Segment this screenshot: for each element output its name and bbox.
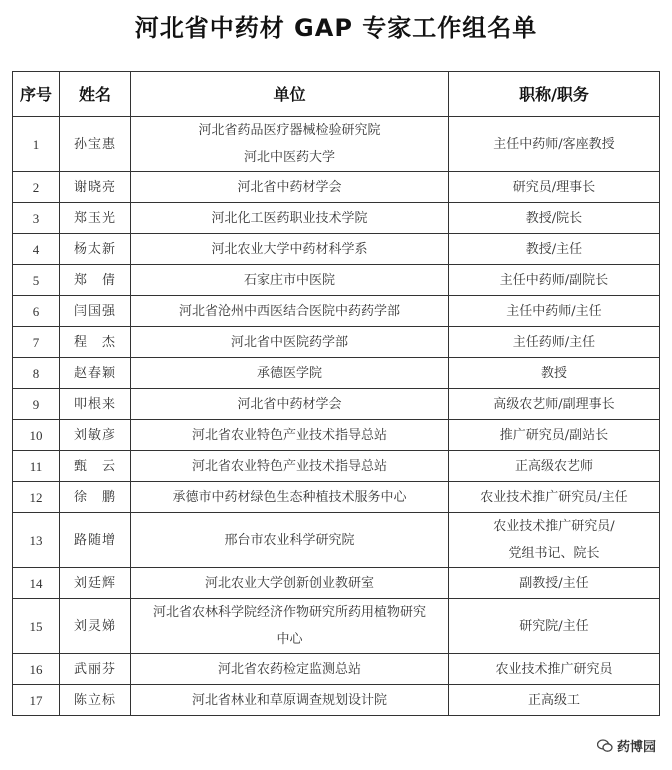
table-row xyxy=(13,172,660,203)
cell-no: 8 xyxy=(13,358,60,389)
cell-position xyxy=(449,265,660,296)
position-line: 农业技术推广研究员/ xyxy=(493,519,615,534)
cell-position xyxy=(449,234,660,265)
cell-position xyxy=(449,451,660,482)
cell-no: 4 xyxy=(13,234,60,265)
unit-line: 承德市中药材绿色生态种植技术服务中心 xyxy=(172,489,407,505)
cell-no: 17 xyxy=(13,685,60,716)
cell-unit xyxy=(131,389,449,420)
position-line: 研究员/理事长 xyxy=(512,179,596,195)
cell-unit xyxy=(131,296,449,327)
position-line: 正高级农艺师 xyxy=(514,458,593,474)
table-row xyxy=(13,389,660,420)
unit-line: 河北省林业和草原调查规划设计院 xyxy=(191,692,387,708)
cell-no: 3 xyxy=(13,203,60,234)
table-row xyxy=(13,654,660,685)
position-line: 农业技术推广研究员/主任 xyxy=(480,489,628,505)
unit-line: 河北省农业特色产业技术指导总站 xyxy=(191,427,387,443)
cell-no: 1 xyxy=(13,117,60,172)
cell-unit xyxy=(131,568,449,599)
header-no: 序号 xyxy=(13,72,60,117)
cell-position xyxy=(449,420,660,451)
position-line: 研究院/主任 xyxy=(519,618,589,634)
unit-line: 河北省中医院药学部 xyxy=(230,334,348,350)
cell-name: 刘敏彦 xyxy=(60,420,131,451)
table-row xyxy=(13,599,660,654)
cell-name: 郑 倩 xyxy=(60,265,131,296)
cell-unit xyxy=(131,599,449,654)
table-row xyxy=(13,327,660,358)
unit-line: 河北农业大学中药材科学系 xyxy=(211,241,368,257)
cell-position xyxy=(449,296,660,327)
table-header-row xyxy=(13,72,660,117)
cell-position xyxy=(449,172,660,203)
unit-line: 河北省中药材学会 xyxy=(237,396,342,412)
cell-name: 路随增 xyxy=(60,513,131,568)
table-row xyxy=(13,451,660,482)
position-line: 正高级工 xyxy=(527,692,580,708)
cell-name: 陈立标 xyxy=(60,685,131,716)
cell-position xyxy=(449,327,660,358)
cell-unit xyxy=(131,451,449,482)
cell-no: 5 xyxy=(13,265,60,296)
unit-line: 河北省中药材学会 xyxy=(237,179,342,195)
cell-position xyxy=(449,203,660,234)
wechat-icon xyxy=(597,739,613,753)
cell-name: 谢晓亮 xyxy=(60,172,131,203)
position-line: 教授/院长 xyxy=(525,210,583,226)
cell-position xyxy=(449,654,660,685)
expert-roster-table xyxy=(12,71,660,716)
cell-unit xyxy=(131,482,449,513)
cell-name: 孙宝惠 xyxy=(60,117,131,172)
cell-unit xyxy=(131,327,449,358)
position-line: 党组书记、院长 xyxy=(508,546,600,561)
cell-unit xyxy=(131,265,449,296)
position-line: 农业技术推广研究员 xyxy=(495,661,613,677)
watermark xyxy=(593,735,660,756)
table-body xyxy=(13,117,660,716)
position-line: 主任中药师/副院长 xyxy=(499,272,609,288)
unit-line: 承德医学院 xyxy=(256,365,322,381)
unit-line: 邢台市农业科学研究院 xyxy=(224,532,355,548)
cell-position xyxy=(449,482,660,513)
cell-name: 闫国强 xyxy=(60,296,131,327)
cell-no: 7 xyxy=(13,327,60,358)
cell-unit xyxy=(131,203,449,234)
cell-unit xyxy=(131,654,449,685)
position-line: 教授/主任 xyxy=(525,241,583,257)
position-line: 主任药师/主任 xyxy=(512,334,596,350)
cell-position xyxy=(449,117,660,172)
table-row xyxy=(13,420,660,451)
table-row xyxy=(13,685,660,716)
position-line: 副教授/主任 xyxy=(519,575,589,591)
cell-position xyxy=(449,599,660,654)
position-line: 推广研究员/副站长 xyxy=(499,427,609,443)
unit-line: 河北省农药检定监测总站 xyxy=(217,661,361,677)
cell-no: 14 xyxy=(13,568,60,599)
cell-unit xyxy=(131,172,449,203)
cell-no: 13 xyxy=(13,513,60,568)
cell-position xyxy=(449,568,660,599)
cell-unit xyxy=(131,685,449,716)
page-title: 河北省中药材 GAP 专家工作组名单 xyxy=(134,14,538,42)
cell-name: 甄 云 xyxy=(60,451,131,482)
unit-line: 石家庄市中医院 xyxy=(243,272,335,288)
header-name: 姓名 xyxy=(60,72,131,117)
cell-no: 6 xyxy=(13,296,60,327)
table-row xyxy=(13,203,660,234)
cell-name: 程 杰 xyxy=(60,327,131,358)
table-row xyxy=(13,296,660,327)
cell-name: 徐 鹏 xyxy=(60,482,131,513)
unit-line: 中心 xyxy=(276,632,303,647)
cell-unit xyxy=(131,420,449,451)
table-row xyxy=(13,358,660,389)
table-row xyxy=(13,568,660,599)
cell-no: 2 xyxy=(13,172,60,203)
cell-position xyxy=(449,513,660,568)
watermark-label: 药博园 xyxy=(616,740,656,755)
position-line: 主任中药师/主任 xyxy=(506,303,602,319)
header-position: 职称/职务 xyxy=(449,72,660,117)
cell-name: 武丽芬 xyxy=(60,654,131,685)
position-line: 主任中药师/客座教授 xyxy=(493,136,615,152)
cell-name: 赵春颖 xyxy=(60,358,131,389)
unit-line: 河北省沧州中西医结合医院中药药学部 xyxy=(178,303,400,319)
cell-unit xyxy=(131,513,449,568)
table-row xyxy=(13,513,660,568)
cell-name: 杨太新 xyxy=(60,234,131,265)
cell-no: 16 xyxy=(13,654,60,685)
cell-no: 9 xyxy=(13,389,60,420)
cell-no: 10 xyxy=(13,420,60,451)
unit-line: 河北中医药大学 xyxy=(243,150,335,165)
cell-position xyxy=(449,358,660,389)
unit-line: 河北农业大学创新创业教研室 xyxy=(204,575,374,591)
table-row xyxy=(13,234,660,265)
table-row xyxy=(13,117,660,172)
unit-line: 河北省药品医疗器械检验研究院 xyxy=(198,123,381,138)
cell-name: 刘廷辉 xyxy=(60,568,131,599)
cell-no: 15 xyxy=(13,599,60,654)
cell-position xyxy=(449,389,660,420)
unit-line: 河北化工医药职业技术学院 xyxy=(211,210,368,226)
position-line: 高级农艺师/副理事长 xyxy=(493,396,615,412)
cell-unit xyxy=(131,117,449,172)
table-row xyxy=(13,482,660,513)
cell-name: 郑玉光 xyxy=(60,203,131,234)
header-unit: 单位 xyxy=(131,72,449,117)
cell-unit xyxy=(131,234,449,265)
cell-no: 11 xyxy=(13,451,60,482)
table-row xyxy=(13,265,660,296)
cell-position xyxy=(449,685,660,716)
cell-unit xyxy=(131,358,449,389)
position-line: 教授 xyxy=(540,365,567,381)
cell-name: 刘灵娣 xyxy=(60,599,131,654)
unit-line: 河北省农业特色产业技术指导总站 xyxy=(191,458,387,474)
unit-line: 河北省农林科学院经济作物研究所药用植物研究 xyxy=(152,605,426,620)
cell-no: 12 xyxy=(13,482,60,513)
cell-name: 叩根来 xyxy=(60,389,131,420)
